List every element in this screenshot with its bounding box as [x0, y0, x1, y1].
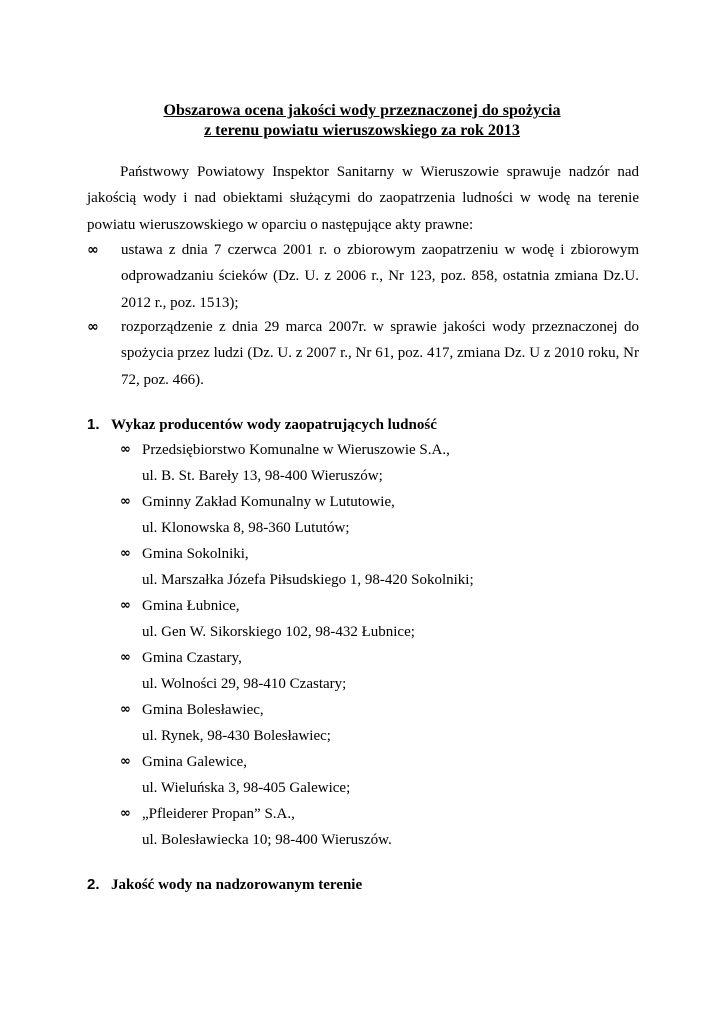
document-title-line-2: z terenu powiatu wieruszowskiego za rok 2013 [204, 122, 520, 139]
producer-address: ul. Rynek, 98-430 Bolesławiec; [142, 728, 331, 744]
producer-name: Gmina Czastary, [142, 650, 242, 666]
infinity-bullet-icon: ∞ [120, 806, 131, 821]
intro-paragraph: Państwowy Powiatowy Inspektor Sanitarny w Wieruszowie sprawuje nadzór nad jakością wody i nad obiektami służącymi do zaopatrzenia ludności w wodę na terenie powiatu wieruszowskiego w oparciu o następujące akty prawne: [87, 164, 639, 233]
section-1-number: 1. [87, 416, 100, 433]
infinity-bullet-icon: ∞ [120, 650, 131, 665]
producer-name: Gmina Sokolniki, [142, 546, 249, 562]
producer-name: Gmina Łubnice, [142, 598, 240, 614]
producer-address: ul. B. St. Bareły 13, 98-400 Wieruszów; [142, 468, 383, 484]
infinity-bullet-icon: ∞ [120, 754, 131, 769]
producer-name: Gmina Bolesławiec, [142, 702, 264, 718]
document-title-line-1: Obszarowa ocena jakości wody przeznaczonej do spożycia [163, 102, 561, 119]
infinity-bullet-icon: ∞ [87, 319, 99, 335]
section-2-number: 2. [87, 876, 100, 893]
producer-address: ul. Gen W. Sikorskiego 102, 98-432 Łubnice; [142, 624, 415, 640]
legal-act-item: rozporządzenie z dnia 29 marca 2007r. w sprawie jakości wody przeznaczonej do spożycia przez ludzi (Dz. U. z 2007 r., Nr 61, poz. 417, zmiana Dz. U z 2010 roku, Nr 72, poz. 466). [121, 319, 639, 388]
producer-name: Gminny Zakład Komunalny w Lututowie, [142, 494, 395, 510]
producer-name: Gmina Galewice, [142, 754, 247, 770]
section-1-heading [87, 415, 437, 435]
producer-name: Przedsiębiorstwo Komunalne w Wieruszowie S.A., [142, 442, 450, 458]
infinity-bullet-icon: ∞ [120, 442, 131, 457]
producer-address: ul. Wieluńska 3, 98-405 Galewice; [142, 780, 351, 796]
infinity-bullet-icon: ∞ [120, 546, 131, 561]
section-1-title: Wykaz producentów wody zaopatrujących ludność [111, 417, 437, 433]
producer-name: „Pfleiderer Propan” S.A., [142, 806, 295, 822]
infinity-bullet-icon: ∞ [87, 242, 99, 258]
section-2-heading [87, 875, 362, 895]
producer-address: ul. Marszałka Józefa Piłsudskiego 1, 98-420 Sokolniki; [142, 572, 474, 588]
producer-address: ul. Klonowska 8, 98-360 Lututów; [142, 520, 350, 536]
infinity-bullet-icon: ∞ [120, 598, 131, 613]
infinity-bullet-icon: ∞ [120, 702, 131, 717]
infinity-bullet-icon: ∞ [120, 494, 131, 509]
section-2-title: Jakość wody na nadzorowanym terenie [111, 877, 363, 893]
producer-address: ul. Bolesławiecka 10; 98-400 Wieruszów. [142, 832, 392, 848]
legal-act-item: ustawa z dnia 7 czerwca 2001 r. o zbiorowym zaopatrzeniu w wodę i zbiorowym odprowadzaniu ścieków (Dz. U. z 2006 r., Nr 123, poz. 858, ostatnia zmiana Dz.U. 2012 r., poz. 1513); [121, 242, 639, 311]
producer-address: ul. Wolności 29, 98-410 Czastary; [142, 676, 347, 692]
